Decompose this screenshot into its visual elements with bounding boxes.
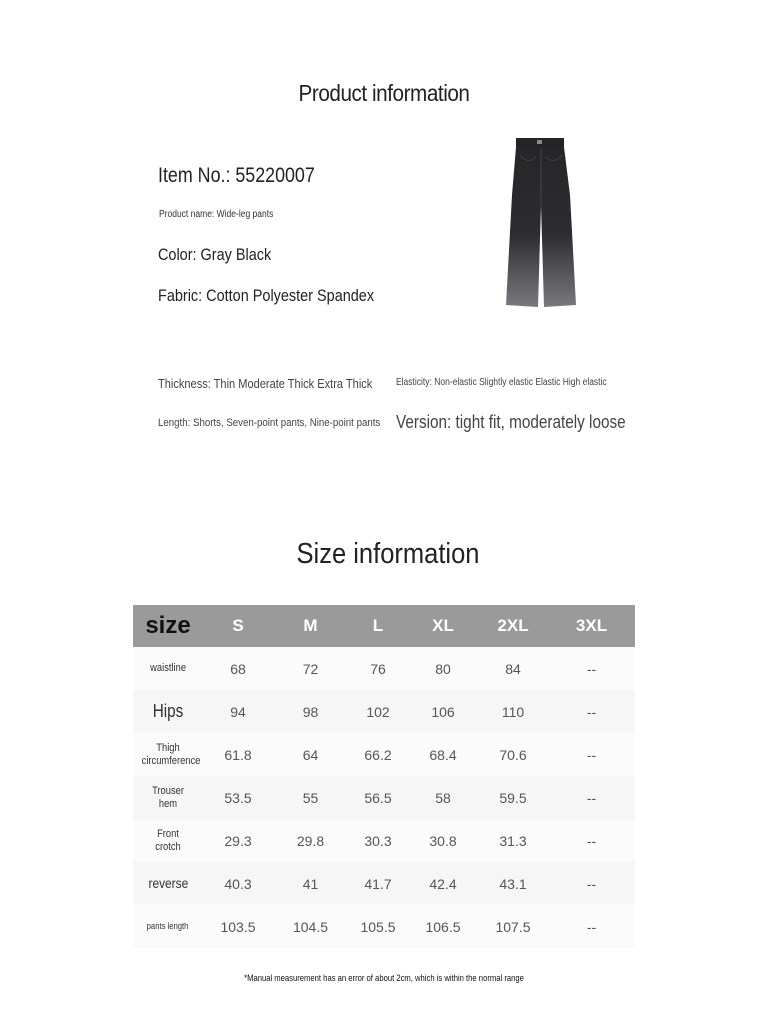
- row-label-text: Thigh circumference: [141, 741, 201, 767]
- row-label: [133, 905, 203, 948]
- table-cell: 43.1: [478, 862, 548, 905]
- size-info-title: Size information: [296, 538, 480, 570]
- table-cell: 29.8: [273, 819, 348, 862]
- table-row: [133, 776, 635, 819]
- table-cell: 61.8: [203, 733, 273, 776]
- row-label: [133, 819, 203, 862]
- table-cell: 29.3: [203, 819, 273, 862]
- row-label-text: Front crotch: [155, 827, 181, 853]
- table-cell: 58: [408, 776, 478, 819]
- table-cell: 64: [273, 733, 348, 776]
- size-header-2xl: 2XL: [478, 605, 548, 647]
- size-header-xl: XL: [408, 605, 478, 647]
- row-label-text: Hips: [152, 701, 184, 721]
- product-fabric: Fabric: Cotton Polyester Spandex: [158, 286, 375, 305]
- table-cell: 53.5: [203, 776, 273, 819]
- table-cell: --: [548, 819, 635, 862]
- size-table: [133, 605, 635, 948]
- product-thickness: Thickness: Thin Moderate Thick Extra Thick: [158, 376, 373, 391]
- row-label-text: pants length: [147, 921, 189, 931]
- measurement-footnote: *Manual measurement has an error of about 2cm, which is within the normal range: [244, 973, 524, 983]
- row-label: [133, 776, 203, 819]
- size-header-s: S: [203, 605, 273, 647]
- table-cell: 30.3: [348, 819, 408, 862]
- table-cell: 84: [478, 647, 548, 690]
- table-cell: 59.5: [478, 776, 548, 819]
- table-cell: 103.5: [203, 905, 273, 948]
- product-version: Version: tight fit, moderately loose: [396, 412, 626, 432]
- wide-leg-jeans-image: [500, 135, 582, 313]
- table-cell: 102: [348, 690, 408, 733]
- row-label-text: reverse: [148, 875, 188, 891]
- table-cell: 41: [273, 862, 348, 905]
- table-cell: 55: [273, 776, 348, 819]
- table-cell: 107.5: [478, 905, 548, 948]
- table-cell: --: [548, 776, 635, 819]
- table-cell: 104.5: [273, 905, 348, 948]
- table-row: [133, 733, 635, 776]
- product-color: Color: Gray Black: [158, 245, 272, 264]
- table-cell: 42.4: [408, 862, 478, 905]
- product-name: Product name: Wide-leg pants: [159, 209, 274, 220]
- size-header-3xl: 3XL: [548, 605, 635, 647]
- product-length: Length: Shorts, Seven-point pants, Nine-point pants: [158, 417, 381, 429]
- table-cell: 110: [478, 690, 548, 733]
- size-table-header: [133, 605, 635, 647]
- table-cell: 68: [203, 647, 273, 690]
- table-cell: 72: [273, 647, 348, 690]
- product-info-title: Product information: [298, 80, 470, 106]
- table-cell: 56.5: [348, 776, 408, 819]
- table-cell: 106.5: [408, 905, 478, 948]
- table-cell: --: [548, 690, 635, 733]
- row-label: [133, 862, 203, 905]
- table-cell: 70.6: [478, 733, 548, 776]
- table-row: [133, 690, 635, 733]
- size-header-m: M: [273, 605, 348, 647]
- table-cell: 66.2: [348, 733, 408, 776]
- table-cell: 94: [203, 690, 273, 733]
- table-cell: 76: [348, 647, 408, 690]
- table-cell: 41.7: [348, 862, 408, 905]
- table-cell: 40.3: [203, 862, 273, 905]
- table-cell: 80: [408, 647, 478, 690]
- row-label: [133, 647, 203, 690]
- product-elasticity: Elasticity: Non-elastic Slightly elastic Elastic High elastic: [396, 377, 607, 388]
- item-number: Item No.: 55220007: [158, 164, 315, 187]
- table-row: [133, 819, 635, 862]
- table-cell: 105.5: [348, 905, 408, 948]
- table-cell: --: [548, 905, 635, 948]
- table-cell: --: [548, 733, 635, 776]
- table-cell: 68.4: [408, 733, 478, 776]
- table-row: [133, 862, 635, 905]
- table-cell: 30.8: [408, 819, 478, 862]
- table-cell: --: [548, 862, 635, 905]
- row-label: [133, 733, 203, 776]
- table-cell: 106: [408, 690, 478, 733]
- table-cell: 31.3: [478, 819, 548, 862]
- table-cell: --: [548, 647, 635, 690]
- table-cell: 98: [273, 690, 348, 733]
- row-label-text: waistline: [150, 662, 186, 674]
- size-header-size: size: [133, 605, 203, 647]
- table-row: [133, 647, 635, 690]
- row-label: [133, 690, 203, 733]
- size-header-l: L: [348, 605, 408, 647]
- table-row: [133, 905, 635, 948]
- row-label-text: Trouser hem: [152, 784, 184, 810]
